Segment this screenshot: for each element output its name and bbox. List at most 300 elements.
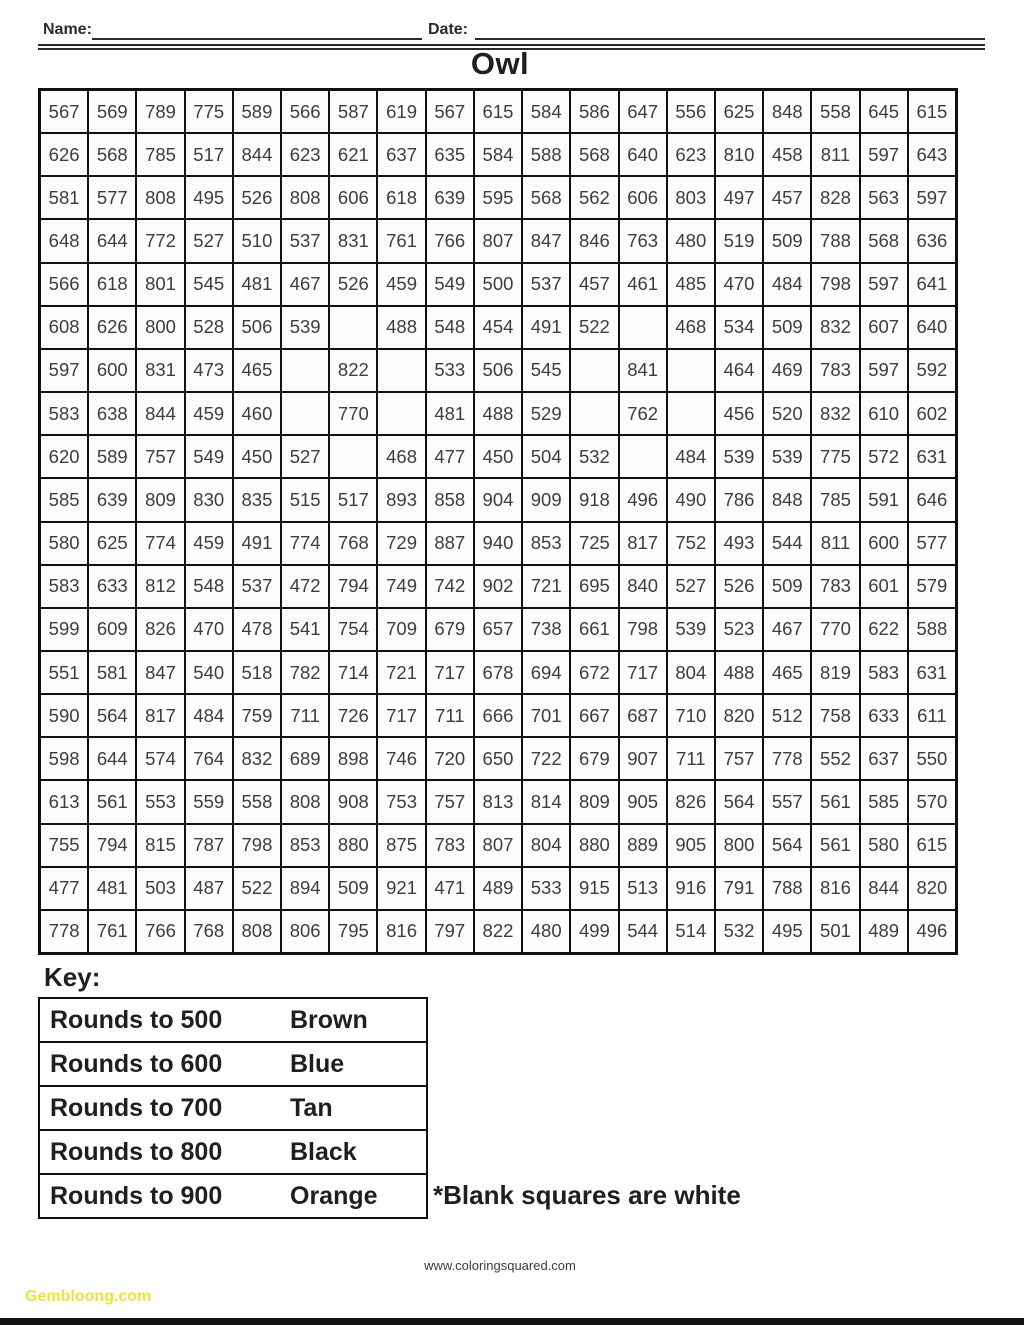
grid-cell: 633	[860, 694, 908, 737]
grid-cell: 480	[522, 910, 570, 953]
grid-cell: 527	[185, 219, 233, 262]
grid-cell: 485	[667, 263, 715, 306]
grid-cell: 811	[811, 522, 859, 565]
grid-cell: 809	[136, 478, 184, 521]
grid-cell: 905	[619, 780, 667, 823]
grid-cell: 461	[619, 263, 667, 306]
grid-cell: 918	[570, 478, 618, 521]
grid-cell: 586	[570, 90, 618, 133]
grid-cell: 640	[619, 133, 667, 176]
grid-cell: 499	[570, 910, 618, 953]
grid-cell: 587	[329, 90, 377, 133]
grid-cell: 633	[88, 565, 136, 608]
grid-cell: 800	[715, 824, 763, 867]
grid-cell: 471	[426, 867, 474, 910]
grid-cell: 580	[860, 824, 908, 867]
grid-cell: 626	[88, 306, 136, 349]
grid-cell: 778	[40, 910, 88, 953]
grid-cell: 853	[281, 824, 329, 867]
grid-cell: 847	[136, 651, 184, 694]
grid-cell: 458	[763, 133, 811, 176]
grid-cell: 469	[763, 349, 811, 392]
grid-cell: 830	[185, 478, 233, 521]
grid-cell: 551	[40, 651, 88, 694]
grid-cell: 940	[474, 522, 522, 565]
grid-cell: 583	[40, 565, 88, 608]
grid-cell: 806	[281, 910, 329, 953]
grid-cell	[619, 306, 667, 349]
grid-cell: 915	[570, 867, 618, 910]
grid-cell: 766	[136, 910, 184, 953]
grid-cell: 552	[811, 737, 859, 780]
grid-cell: 601	[860, 565, 908, 608]
grid-cell: 459	[377, 263, 425, 306]
grid-cell: 758	[811, 694, 859, 737]
grid-cell: 687	[619, 694, 667, 737]
grid-cell: 548	[426, 306, 474, 349]
grid-cell: 572	[860, 435, 908, 478]
grid-cell: 711	[281, 694, 329, 737]
grid-cell: 904	[474, 478, 522, 521]
grid-cell: 844	[136, 392, 184, 435]
grid-cell: 545	[522, 349, 570, 392]
grid-cell: 513	[619, 867, 667, 910]
grid-cell: 808	[233, 910, 281, 953]
grid-cell: 783	[811, 349, 859, 392]
grid-cell: 509	[763, 565, 811, 608]
grid-cell: 749	[377, 565, 425, 608]
grid-cell: 755	[40, 824, 88, 867]
key-table	[38, 997, 428, 1219]
grid-cell: 527	[281, 435, 329, 478]
grid-cell: 822	[329, 349, 377, 392]
grid-cell: 768	[329, 522, 377, 565]
grid-cell: 534	[715, 306, 763, 349]
grid-cell: 618	[377, 176, 425, 219]
website-url: www.coloringsquared.com	[424, 1258, 576, 1273]
grid-cell	[329, 306, 377, 349]
grid-cell: 644	[88, 219, 136, 262]
grid-cell: 540	[185, 651, 233, 694]
grid-cell: 539	[763, 435, 811, 478]
grid-cell: 828	[811, 176, 859, 219]
grid-cell: 801	[136, 263, 184, 306]
grid-cell: 766	[426, 219, 474, 262]
grid-cell: 556	[667, 90, 715, 133]
grid-cell: 717	[619, 651, 667, 694]
grid-cell: 566	[281, 90, 329, 133]
grid-cell: 889	[619, 824, 667, 867]
grid-cell: 637	[377, 133, 425, 176]
grid-cell: 757	[136, 435, 184, 478]
grid-cell: 826	[136, 608, 184, 651]
grid-cell: 460	[233, 392, 281, 435]
grid-cell: 457	[570, 263, 618, 306]
grid-cell: 770	[811, 608, 859, 651]
grid-cell: 533	[522, 867, 570, 910]
grid-cell: 528	[185, 306, 233, 349]
grid-cell: 481	[426, 392, 474, 435]
grid-cell: 623	[281, 133, 329, 176]
grid-cell: 467	[763, 608, 811, 651]
grid-cell: 537	[281, 219, 329, 262]
key-label: Key:	[44, 962, 101, 992]
grid-cell: 491	[522, 306, 570, 349]
grid-cell: 544	[619, 910, 667, 953]
grid-cell: 761	[88, 910, 136, 953]
grid-cell: 635	[426, 133, 474, 176]
grid-cell: 672	[570, 651, 618, 694]
grid-cell: 568	[522, 176, 570, 219]
grid-cell: 717	[377, 694, 425, 737]
grid-cell: 472	[281, 565, 329, 608]
grid-cell	[570, 349, 618, 392]
grid-cell: 577	[88, 176, 136, 219]
grid-cell: 797	[426, 910, 474, 953]
grid-cell: 517	[329, 478, 377, 521]
key-rule-label: Rounds to 900	[50, 1181, 223, 1210]
grid-cell: 470	[185, 608, 233, 651]
grid-cell: 813	[474, 780, 522, 823]
grid-cell: 541	[281, 608, 329, 651]
grid-cell: 763	[619, 219, 667, 262]
key-row-900	[40, 1175, 426, 1217]
key-row-700	[40, 1087, 426, 1131]
grid-cell: 826	[667, 780, 715, 823]
grid-cell: 569	[88, 90, 136, 133]
grid-cell: 880	[570, 824, 618, 867]
grid-cell: 550	[908, 737, 956, 780]
grid-cell: 775	[811, 435, 859, 478]
grid-cell: 566	[40, 263, 88, 306]
grid-cell: 770	[329, 392, 377, 435]
date-write-line	[475, 38, 985, 40]
grid-cell: 808	[136, 176, 184, 219]
grid-cell: 489	[474, 867, 522, 910]
grid-cell: 600	[860, 522, 908, 565]
grid-cell: 768	[185, 910, 233, 953]
grid-cell: 501	[811, 910, 859, 953]
grid-cell: 709	[377, 608, 425, 651]
grid-cell: 591	[860, 478, 908, 521]
grid-cell: 464	[715, 349, 763, 392]
grid-cell: 532	[570, 435, 618, 478]
grid-cell: 450	[233, 435, 281, 478]
key-color-label: Black	[290, 1137, 357, 1166]
grid-cell	[281, 392, 329, 435]
grid-cell: 599	[40, 608, 88, 651]
grid-cell: 512	[763, 694, 811, 737]
grid-cell: 590	[40, 694, 88, 737]
grid-cell: 639	[88, 478, 136, 521]
grid-cell: 667	[570, 694, 618, 737]
grid-cell: 557	[763, 780, 811, 823]
grid-cell: 589	[88, 435, 136, 478]
grid-cell: 585	[860, 780, 908, 823]
grid-cell: 526	[233, 176, 281, 219]
grid-cell: 522	[570, 306, 618, 349]
grid-cell: 454	[474, 306, 522, 349]
grid-cell	[377, 392, 425, 435]
grid-cell: 597	[40, 349, 88, 392]
grid-cell: 714	[329, 651, 377, 694]
grid-cell: 783	[426, 824, 474, 867]
grid-cell: 791	[715, 867, 763, 910]
grid-cell: 602	[908, 392, 956, 435]
grid-cell: 717	[426, 651, 474, 694]
grid-cell: 794	[88, 824, 136, 867]
grid-cell: 577	[908, 522, 956, 565]
grid-cell: 775	[185, 90, 233, 133]
grid-cell: 481	[88, 867, 136, 910]
grid-cell: 816	[811, 867, 859, 910]
grid-cell: 808	[281, 780, 329, 823]
grid-cell: 641	[908, 263, 956, 306]
grid-cell: 537	[233, 565, 281, 608]
grid-cell: 622	[860, 608, 908, 651]
grid-cell: 620	[40, 435, 88, 478]
grid-cell: 846	[570, 219, 618, 262]
grid-cell: 613	[40, 780, 88, 823]
grid-cell: 568	[88, 133, 136, 176]
grid-cell: 841	[619, 349, 667, 392]
grid-cell: 787	[185, 824, 233, 867]
grid-cell: 480	[667, 219, 715, 262]
grid-cell: 490	[667, 478, 715, 521]
grid-cell: 880	[329, 824, 377, 867]
grid-cell: 509	[329, 867, 377, 910]
grid-cell: 488	[474, 392, 522, 435]
grid-cell: 615	[474, 90, 522, 133]
grid-cell: 701	[522, 694, 570, 737]
grid-cell: 789	[136, 90, 184, 133]
grid-cell: 625	[715, 90, 763, 133]
grid-cell	[570, 392, 618, 435]
grid-cell: 526	[715, 565, 763, 608]
grid-cell: 916	[667, 867, 715, 910]
grid-cell: 905	[667, 824, 715, 867]
grid-cell: 532	[715, 910, 763, 953]
grid-cell: 564	[88, 694, 136, 737]
grid-cell: 848	[763, 90, 811, 133]
grid-cell: 638	[88, 392, 136, 435]
grid-cell: 795	[329, 910, 377, 953]
grid-cell: 804	[667, 651, 715, 694]
grid-cell: 484	[667, 435, 715, 478]
grid-cell: 606	[329, 176, 377, 219]
grid-cell: 465	[763, 651, 811, 694]
grid-cell: 477	[40, 867, 88, 910]
key-row-800	[40, 1131, 426, 1175]
grid-cell: 559	[185, 780, 233, 823]
grid-cell: 606	[619, 176, 667, 219]
grid-cell: 757	[426, 780, 474, 823]
grid-cell: 831	[329, 219, 377, 262]
grid-cell: 539	[281, 306, 329, 349]
grid-cell: 595	[474, 176, 522, 219]
grid-cell: 853	[522, 522, 570, 565]
key-rule-label: Rounds to 800	[50, 1137, 223, 1166]
grid-cell: 822	[474, 910, 522, 953]
grid-cell: 726	[329, 694, 377, 737]
grid-cell: 783	[811, 565, 859, 608]
grid-cell: 721	[522, 565, 570, 608]
grid-cell: 804	[522, 824, 570, 867]
grid-cell: 657	[474, 608, 522, 651]
grid-cell: 774	[136, 522, 184, 565]
grid-cell: 711	[667, 737, 715, 780]
grid-cell: 597	[860, 133, 908, 176]
grid-cell: 858	[426, 478, 474, 521]
worksheet-title: Owl	[470, 46, 530, 81]
name-label: Name:	[43, 21, 92, 38]
grid-cell: 835	[233, 478, 281, 521]
grid-cell: 509	[763, 219, 811, 262]
grid-cell: 814	[522, 780, 570, 823]
grid-cell: 785	[811, 478, 859, 521]
key-rule-label: Rounds to 700	[50, 1093, 223, 1122]
grid-cell: 527	[667, 565, 715, 608]
grid-cell: 564	[715, 780, 763, 823]
grid-cell: 782	[281, 651, 329, 694]
grid-cell: 526	[329, 263, 377, 306]
grid-cell: 489	[860, 910, 908, 953]
bottom-bar	[0, 1318, 1024, 1325]
watermark: Gembloong.com	[25, 1288, 152, 1305]
grid-cell: 661	[570, 608, 618, 651]
grid-cell	[329, 435, 377, 478]
grid-cell: 558	[811, 90, 859, 133]
grid-cell: 608	[40, 306, 88, 349]
grid-cell: 478	[233, 608, 281, 651]
grid-cell: 621	[329, 133, 377, 176]
grid-cell: 533	[426, 349, 474, 392]
grid-cell: 597	[908, 176, 956, 219]
grid-cell: 520	[763, 392, 811, 435]
number-grid	[38, 88, 958, 955]
grid-cell: 679	[426, 608, 474, 651]
grid-cell: 564	[763, 824, 811, 867]
grid-cell: 794	[329, 565, 377, 608]
grid-cell: 840	[619, 565, 667, 608]
grid-cell: 585	[40, 478, 88, 521]
grid-cell: 788	[763, 867, 811, 910]
grid-cell: 623	[667, 133, 715, 176]
grid-cell: 600	[88, 349, 136, 392]
grid-cell: 815	[136, 824, 184, 867]
grid-cell: 509	[763, 306, 811, 349]
grid-cell: 457	[763, 176, 811, 219]
grid-cell: 812	[136, 565, 184, 608]
grid-cell: 722	[522, 737, 570, 780]
grid-cell: 788	[811, 219, 859, 262]
grid-cell: 580	[40, 522, 88, 565]
grid-cell: 539	[715, 435, 763, 478]
grid-cell: 459	[185, 392, 233, 435]
grid-cell: 820	[715, 694, 763, 737]
grid-cell: 563	[860, 176, 908, 219]
grid-cell: 588	[522, 133, 570, 176]
key-color-label: Tan	[290, 1093, 333, 1122]
grid-cell: 759	[233, 694, 281, 737]
grid-cell: 481	[233, 263, 281, 306]
grid-cell: 832	[811, 392, 859, 435]
grid-cell: 484	[763, 263, 811, 306]
grid-cell: 648	[40, 219, 88, 262]
grid-cell: 518	[233, 651, 281, 694]
grid-cell: 711	[426, 694, 474, 737]
grid-cell: 545	[185, 263, 233, 306]
grid-cell: 807	[474, 824, 522, 867]
grid-cell: 450	[474, 435, 522, 478]
grid-cell: 592	[908, 349, 956, 392]
name-write-line	[92, 38, 422, 40]
grid-cell: 907	[619, 737, 667, 780]
grid-cell: 468	[377, 435, 425, 478]
grid-cell: 504	[522, 435, 570, 478]
grid-cell: 894	[281, 867, 329, 910]
grid-cell: 583	[860, 651, 908, 694]
grid-cell	[281, 349, 329, 392]
grid-cell: 473	[185, 349, 233, 392]
grid-cell: 510	[233, 219, 281, 262]
grid-cell: 597	[860, 263, 908, 306]
grid-cell: 774	[281, 522, 329, 565]
grid-cell: 752	[667, 522, 715, 565]
grid-cell: 798	[233, 824, 281, 867]
grid-cell: 679	[570, 737, 618, 780]
grid-cell: 491	[233, 522, 281, 565]
grid-cell: 908	[329, 780, 377, 823]
grid-cell: 819	[811, 651, 859, 694]
grid-cell: 477	[426, 435, 474, 478]
grid-cell: 626	[40, 133, 88, 176]
grid-cell: 537	[522, 263, 570, 306]
grid-cell: 597	[860, 349, 908, 392]
grid-cell	[667, 392, 715, 435]
grid-cell: 738	[522, 608, 570, 651]
grid-cell: 548	[185, 565, 233, 608]
grid-cell: 809	[570, 780, 618, 823]
grid-cell: 561	[811, 824, 859, 867]
grid-cell: 544	[763, 522, 811, 565]
grid-cell: 844	[860, 867, 908, 910]
grid-cell: 636	[908, 219, 956, 262]
grid-cell: 645	[860, 90, 908, 133]
grid-cell: 848	[763, 478, 811, 521]
grid-cell: 720	[426, 737, 474, 780]
grid-cell: 644	[88, 737, 136, 780]
grid-cell: 506	[474, 349, 522, 392]
grid-cell: 519	[715, 219, 763, 262]
grid-cell: 465	[233, 349, 281, 392]
grid-cell: 761	[377, 219, 425, 262]
date-label: Date:	[428, 21, 469, 38]
grid-cell: 762	[619, 392, 667, 435]
grid-cell: 470	[715, 263, 763, 306]
grid-cell: 847	[522, 219, 570, 262]
grid-cell: 666	[474, 694, 522, 737]
grid-cell: 820	[908, 867, 956, 910]
grid-cell: 772	[136, 219, 184, 262]
grid-cell: 893	[377, 478, 425, 521]
grid-cell: 831	[136, 349, 184, 392]
grid-cell: 786	[715, 478, 763, 521]
grid-cell: 909	[522, 478, 570, 521]
grid-cell: 625	[88, 522, 136, 565]
grid-cell: 549	[185, 435, 233, 478]
grid-cell: 798	[619, 608, 667, 651]
